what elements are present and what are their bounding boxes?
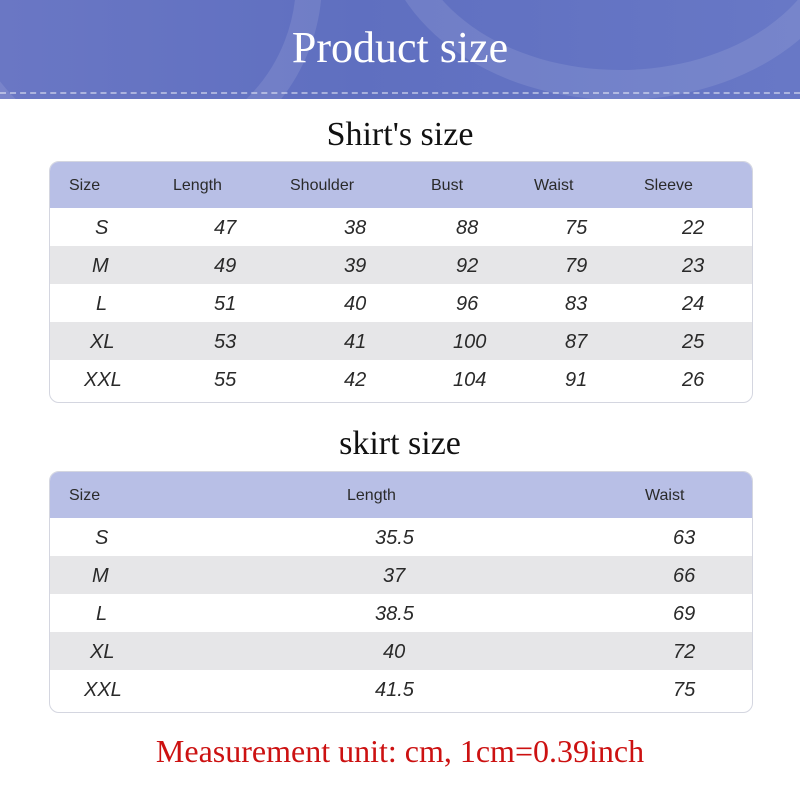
table-row: [50, 360, 752, 398]
column-header-size: Size: [69, 487, 101, 504]
cell-sleeve: 22: [682, 217, 705, 239]
column-header-length: Length: [173, 177, 222, 194]
cell-size: S: [95, 217, 109, 239]
cell-size: S: [95, 527, 109, 549]
cell-bust: 96: [456, 293, 479, 315]
cell-length: 47: [214, 217, 237, 239]
table-row: [50, 322, 752, 360]
cell-bust: 100: [453, 331, 487, 353]
cell-size: L: [96, 603, 108, 625]
cell-waist: 91: [565, 369, 588, 391]
column-header-sleeve: Sleeve: [644, 177, 693, 194]
cell-waist: 72: [673, 641, 696, 663]
skirt-size-title: skirt size: [339, 425, 461, 462]
column-header-shoulder: Shoulder: [290, 177, 355, 194]
cell-waist: 63: [673, 527, 696, 549]
column-header-bust: Bust: [431, 177, 464, 194]
cell-shoulder: 40: [344, 293, 367, 315]
cell-size: XL: [90, 641, 115, 663]
cell-size: XL: [90, 331, 115, 353]
cell-waist: 79: [565, 255, 588, 277]
table-header: [50, 162, 752, 208]
cell-length: 49: [214, 255, 237, 277]
column-header-length: Length: [347, 487, 396, 504]
cell-waist: 87: [565, 331, 588, 353]
cell-size: XXL: [84, 679, 122, 701]
cell-shoulder: 39: [344, 255, 367, 277]
cell-shoulder: 42: [344, 369, 367, 391]
cell-waist: 83: [565, 293, 588, 315]
cell-sleeve: 24: [682, 293, 705, 315]
cell-sleeve: 25: [682, 331, 705, 353]
table-row: [50, 284, 752, 322]
cell-shoulder: 41: [344, 331, 367, 353]
shirt-size-title: Shirt's size: [326, 116, 474, 153]
cell-length: 55: [214, 369, 237, 391]
cell-length: 53: [214, 331, 237, 353]
cell-bust: 92: [456, 255, 479, 277]
cell-size: L: [96, 293, 108, 315]
cell-waist: 75: [673, 679, 696, 701]
cell-bust: 88: [456, 217, 479, 239]
column-header-waist: Waist: [645, 487, 685, 504]
cell-shoulder: 38: [344, 217, 367, 239]
measurement-note: Measurement unit: cm, 1cm=0.39inch: [155, 733, 645, 769]
table-row: [50, 556, 752, 594]
table-row: [50, 632, 752, 670]
shirt-size-table: [49, 161, 753, 403]
column-header-waist: Waist: [534, 177, 574, 194]
table-row: [50, 594, 752, 632]
cell-length: 41.5: [375, 679, 414, 701]
table-row: [50, 518, 752, 556]
cell-sleeve: 26: [682, 369, 705, 391]
cell-waist: 75: [565, 217, 588, 239]
cell-sleeve: 23: [682, 255, 705, 277]
cell-waist: 69: [673, 603, 696, 625]
table-row: [50, 246, 752, 284]
column-header-size: Size: [69, 177, 101, 194]
table-row: [50, 208, 752, 246]
cell-size: M: [92, 565, 109, 587]
cell-waist: 66: [673, 565, 696, 587]
table-row: [50, 670, 752, 708]
table-header: [50, 472, 752, 518]
cell-length: 51: [214, 293, 237, 315]
cell-length: 37: [383, 565, 406, 587]
cell-length: 35.5: [375, 527, 414, 549]
cell-size: M: [92, 255, 109, 277]
cell-length: 40: [383, 641, 406, 663]
page-title: Product size: [291, 23, 509, 72]
skirt-size-table: [49, 471, 753, 713]
banner-stitch: [0, 92, 800, 94]
cell-size: XXL: [84, 369, 122, 391]
cell-bust: 104: [453, 369, 487, 391]
cell-length: 38.5: [375, 603, 414, 625]
header-banner: [0, 0, 800, 99]
